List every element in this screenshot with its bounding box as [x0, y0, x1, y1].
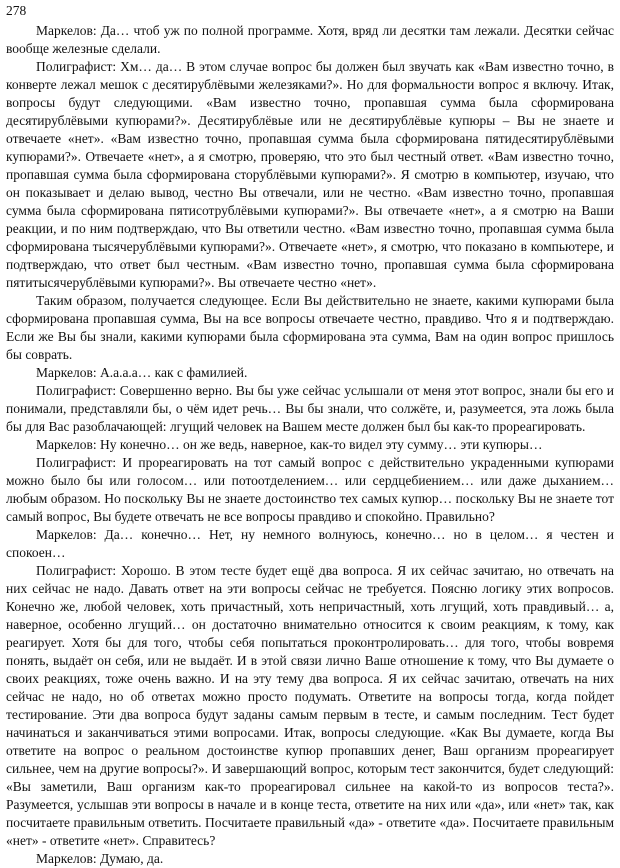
- paragraph-markelov-4: Маркелов: Да… конечно… Нет, ну немного волнуюсь, конечно… но в целом… я честен и спокоен…: [6, 527, 614, 560]
- paragraph-markelov-1: Маркелов: Да… чтоб уж по полной программе. Хотя, вряд ли десятки там лежали. Десятки сейчас вообще железные сделали.: [6, 23, 614, 56]
- paragraph-polygraphist-3: Полиграфист: И прореагировать на тот самый вопрос с действительно украденными купюрами можно было бы или голосом… или потоотделением… или сердцебиением… или даже дыханием… любым образом. Но поскольку Вы не знаете достоинство тех самых купюр… поскольку Вы не знаете тот самый вопрос, Вы будете отвечать не все вопросы правдиво и спокойно. Правильно?: [6, 455, 614, 524]
- paragraph-markelov-5: Маркелов: Думаю, да.: [36, 851, 164, 866]
- paragraph-markelov-3: Маркелов: Ну конечно… он же ведь, наверное, как-то видел эту сумму… эти купюры…: [36, 437, 543, 452]
- paragraph-polygraphist-1: Полиграфист: Хм… да… В этом случае вопрос бы должен был звучать как «Вам известно точно, в конверте лежал мешок с десятирублёвыми железяками?». Но для формальности вопрос я включу. Итак, вопросы будут следующими. «Вам известно точно, пропавшая сумма была сформирована десятирублёвыми купюрами?». Десятирублёвые или не десятирублёвые купюры – Вы не знаете и отвечаете «нет». «Вам известно точно, пропавшая сумма была сформирована пятидесятирублёвыми купюрами?». Отвечаете «нет», а я смотрю, проверяю, что это был честный ответ. «Вам известно точно, пропавшая сумма была сформирована сторублёвыми купюрами?». Я смотрю в компьютер, изучаю, что он показывает и делаю вывод, честно Вы отвечали, или не честно. «Вам известно точно, пропавшая сумма была сформирована пятисотрублёвыми купюрами?». Вы отвечаете «нет», а я смотрю на Ваши реакции, и по ним подтверждаю, что Вы ответили честно. «Вам известно точно, пропавшая сумма была сформирована тысячерублёвыми купюрами?». Отвечаете «нет», я смотрю, что показано в компьютере, и подтверждаю, что ответ был честным. «Вам известно точно, пропавшая сумма была сформирована пятитысячерублёвыми купюрами?». Вы отвечаете честно «нет».: [6, 59, 614, 290]
- paragraph-polygraphist-4: Полиграфист: Хорошо. В этом тесте будет ещё два вопроса. Я их сейчас зачитаю, но отвечать на них сейчас не надо. Давать ответ на эти вопросы сейчас не требуется. Поясню логику этих вопросов. Конечно же, любой человек, хоть причастный, хоть непричастный, хоть лгущий, хоть правдивый… а, наверное, особенно лгущий… он достаточно внимательно относится к своим реакциям, к тому, как реагирует. Хотя бы для того, чтобы себя попытаться проконтролировать… для того, чтобы вовремя понять, выдаёт он себя, или не выдаёт. И в этой связи лично Ваше отношение к тому, что Вы думаете о своих реакциях, тоже очень важно. И на эту тему два вопроса. Я их сейчас зачитаю, отвечать на них сейчас не надо, но об ответах можно просто подумать. Ответите на вопросы тогда, когда пойдет тестирование. Эти два вопроса будут заданы самым первым в тесте, и самым последним. Тест будет начинаться и заканчиваться этими вопросами. Итак, вопросы следующие. «Как Вы думаете, когда Вы ответите на вопрос о реальном достоинстве купюр пропавших денег, Ваш организм прореагирует сильнее, чем на другие вопросы?». И завершающий вопрос, которым тест закончится, будет следующий: «Вы заметили, Ваш организм как-то прореагировал сильнее на какой-то из вопросов теста?». Разумеется, услышав эти вопросы в начале и в конце теста, ответите на них или «да», или «нет» так, как посчитаете правильным ответить. Посчитаете правильный «да» - ответите «да». Посчитаете правильным «нет» - ответите «нет». Справитесь?: [6, 563, 614, 848]
- paragraph-polygraphist-2: Полиграфист: Совершенно верно. Вы бы уже сейчас услышали от меня этот вопрос, знали бы его и понимали, представляли бы, о чём идет речь… Вы бы знали, что солжёте, и, разумеется, эта ложь была бы для Вас разоблачающей: лгущий человек на Вашем месте должен был бы как-то прореагировать.: [6, 383, 614, 434]
- paragraph-markelov-2: Маркелов: А.а.а.а… как с фамилией.: [36, 365, 248, 380]
- paragraph-narration: Таким образом, получается следующее. Если Вы действительно не знаете, какими купюрами была сформирована пропавшая сумма, Вы на все вопросы отвечаете честно, правдиво. Что я и подтверждаю. Если же Вы бы знали, какими купюрами была сформирована эта сумма, Вам на один вопрос пришлось бы соврать.: [6, 293, 614, 362]
- page-number: 278: [6, 3, 27, 18]
